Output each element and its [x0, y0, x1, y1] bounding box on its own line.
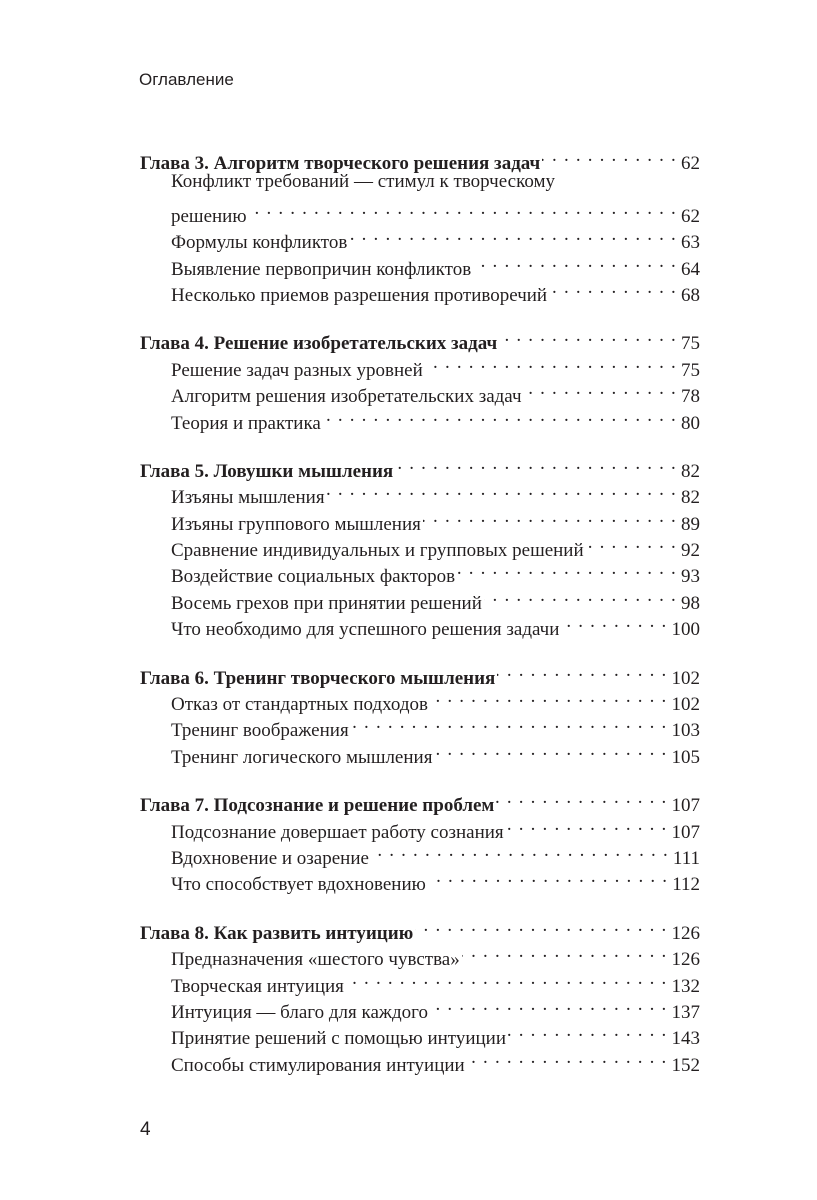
page-number: 4: [140, 1119, 151, 1140]
entry-title: Теория и практика: [171, 412, 321, 434]
entry-page: 64: [681, 258, 700, 280]
dot-leader: [549, 275, 677, 301]
entry-page: 98: [681, 592, 700, 614]
entry-page: 68: [681, 284, 700, 306]
entry-page: 112: [672, 874, 700, 896]
chapter-group: [140, 451, 700, 641]
entry-title: Глава 4. Решение изобретательских задач: [140, 333, 498, 355]
dot-leader: [323, 403, 677, 429]
entry-title-first-line[interactable]: Конфликт требований — стимул к творческому: [171, 171, 556, 193]
entry-page: 75: [681, 333, 700, 355]
dot-leader: [467, 1045, 668, 1071]
section-entry[interactable]: [140, 196, 700, 227]
entry-page: 107: [671, 821, 700, 843]
entry-page: 105: [671, 746, 700, 768]
chapter-entry[interactable]: [140, 658, 700, 689]
entry-page: 137: [671, 1001, 700, 1023]
entry-title: Принятие решений с помощью интуиции: [171, 1028, 507, 1050]
entry-title: Глава 7. Подсознание и решение проблем: [140, 795, 495, 817]
dot-leader: [249, 196, 677, 222]
entry-page: 111: [672, 847, 700, 869]
chapter-entry[interactable]: [140, 451, 700, 482]
dot-leader: [434, 737, 667, 763]
dot-leader: [542, 143, 677, 169]
entry-title: Вдохновение и озарение: [171, 847, 369, 869]
dot-leader: [430, 684, 667, 710]
entry-page: 143: [671, 1028, 700, 1050]
entry-page: 132: [671, 975, 700, 997]
chapter-entry[interactable]: [140, 323, 700, 355]
entry-title: Глава 3. Алгоритм творческого решения задач: [140, 153, 541, 174]
entry-title: Глава 8. Как развить интуицию: [140, 922, 414, 944]
chapter-entry[interactable]: [140, 785, 700, 817]
dot-leader: [423, 504, 677, 530]
dot-leader: [349, 222, 677, 248]
entry-title: Способы стимулирования интуиции: [171, 1054, 465, 1076]
dot-leader: [395, 451, 677, 477]
dot-leader: [351, 710, 668, 736]
entry-title: Тренинг логического мышления: [171, 746, 433, 768]
entry-title: Что способствует вдохновению: [171, 874, 426, 896]
entry-title: Предназначения «шестого чувства»: [171, 949, 460, 971]
entry-page: 126: [671, 922, 700, 944]
entry-page: 103: [671, 720, 700, 742]
dot-leader: [428, 864, 668, 890]
entry-page: 107: [671, 795, 700, 817]
dot-leader: [457, 556, 677, 582]
entry-page: 75: [681, 359, 700, 381]
entry-title: Выявление первопричин конфликтов: [171, 258, 472, 280]
entry-page: 82: [681, 460, 700, 482]
entry-title: Подсознание довершает работу сознания: [171, 821, 504, 843]
dot-leader: [327, 477, 677, 503]
chapter-group: [140, 785, 700, 896]
entry-page: 82: [681, 487, 700, 509]
entry-page: 102: [671, 694, 700, 716]
entry-page: 62: [681, 205, 700, 227]
dot-leader: [473, 249, 677, 275]
chapter-group: [140, 323, 700, 434]
chapter-group: [140, 913, 700, 1076]
entry-page: 78: [681, 386, 700, 408]
entry-title: Алгоритм решения изобретательских задач: [171, 386, 522, 408]
dot-leader: [430, 992, 668, 1018]
running-header: Оглавление: [139, 70, 234, 89]
entry-page: 80: [681, 412, 700, 434]
entry-title: Воздействие социальных факторов: [171, 566, 456, 588]
chapter-entry[interactable]: [140, 913, 700, 944]
entry-page: 126: [671, 949, 700, 971]
dot-leader: [497, 658, 667, 684]
entry-title: Изъяны группового мышления: [171, 513, 421, 535]
chapter-group: [140, 658, 700, 768]
entry-page: 89: [681, 513, 700, 535]
table-of-contents: [140, 143, 700, 1093]
entry-title: Сравнение индивидуальных и групповых решений: [171, 540, 584, 562]
dot-leader: [346, 966, 668, 992]
chapter-group: [140, 143, 700, 306]
dot-leader: [499, 323, 677, 349]
entry-title: Творческая интуиция: [171, 975, 344, 997]
entry-page: 92: [681, 540, 700, 562]
entry-title: Восемь грехов при принятии решений: [171, 592, 482, 614]
entry-title: Формулы конфликтов: [171, 232, 348, 254]
entry-page: 93: [681, 566, 700, 588]
entry-title: Что необходимо для успешного решения задачи: [171, 619, 560, 641]
dot-leader: [415, 913, 667, 939]
entry-page: 62: [681, 153, 700, 174]
dot-leader: [484, 583, 677, 609]
dot-leader: [586, 530, 677, 556]
dot-leader: [462, 939, 668, 965]
entry-page: 152: [671, 1054, 700, 1076]
dot-leader: [496, 785, 667, 811]
entry-title: Изъяны мышления: [171, 487, 325, 509]
dot-leader: [508, 1018, 667, 1044]
entry-title: Отказ от стандартных подходов: [171, 694, 429, 716]
entry-title: Решение задач разных уровней: [171, 359, 423, 381]
dot-leader: [425, 350, 677, 376]
entry-title: решению: [171, 205, 247, 227]
entry-title: Интуиция — благо для каждого: [171, 1001, 428, 1023]
dot-leader: [524, 376, 677, 402]
entry-title: Глава 6. Тренинг творческого мышления: [140, 667, 496, 689]
dot-leader: [371, 838, 669, 864]
entry-title: Тренинг воображения: [171, 720, 349, 742]
dot-leader: [561, 609, 667, 635]
entry-title: Глава 5. Ловушки мышления: [140, 460, 394, 482]
entry-page: 100: [671, 619, 700, 641]
entry-title: Несколько приемов разрешения противоречий: [171, 284, 548, 306]
dot-leader: [506, 812, 668, 838]
entry-page: 63: [681, 232, 700, 254]
entry-page: 102: [671, 667, 700, 689]
chapter-entry[interactable]: [140, 143, 700, 174]
